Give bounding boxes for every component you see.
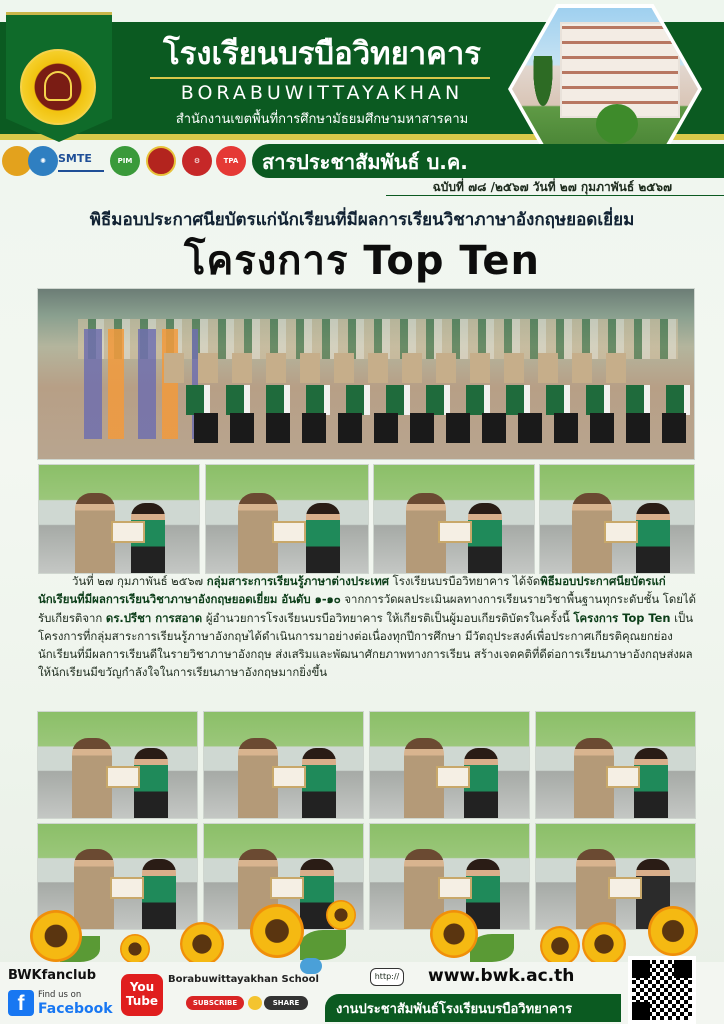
article-body xyxy=(38,572,698,682)
award-photo xyxy=(539,464,695,574)
certificate-shape xyxy=(436,766,470,788)
certificate-shape xyxy=(608,877,642,899)
certificate-shape xyxy=(272,766,306,788)
student-figure xyxy=(636,503,670,573)
sunflower-icon xyxy=(648,906,698,956)
website-link[interactable]: www.bwk.ac.th xyxy=(428,966,575,986)
award-photo xyxy=(37,711,198,819)
sunflower-icon xyxy=(180,922,224,966)
body-text-5: เป็นโครงการที่กลุ่มสาระการเรียนรู้ภาษาอังกฤษได้ดำเนินการมาอย่างต่อเนื่องทุกปีการศึกษา มีวัตถุประสงค์เพื่อประกาศเกียรติคุณยกย่องนักเรียนที่มีผลการเรียนดีในรายวิชาภาษาอังกฤษ ส่งเสริมและพัฒนาศักยภาพทางการเรียน สร้างเจตคติที่ดีต่อการเรียนภาษาอังกฤษส่งผลให้นักเรียนมีขวัญกำลังใจในการเรียนภาษาอังกฤษมากยิ่งขึ้น xyxy=(38,610,694,680)
web-browser-icon: http:// xyxy=(370,968,404,986)
school-emblem-icon xyxy=(20,49,96,125)
body-bold-2: พิธีมอบประกาศนียบัตรแก่นักเรียนที่มีผลการเรียนวิชาภาษาอังกฤษยอดเยี่ยม อันดับ ๑-๑๐ xyxy=(38,574,666,607)
body-text-4: ผู้อำนวยการโรงเรียนบรบือวิทยาคาร ให้เกียรติเป็นผู้มอบเกียรติบัตรในครั้งนี้ xyxy=(202,610,574,625)
award-photo xyxy=(38,464,200,574)
award-photo xyxy=(205,464,369,574)
sunflower-icon xyxy=(120,934,150,964)
certificate-shape xyxy=(438,877,472,899)
award-photo xyxy=(373,464,535,574)
tree-shape xyxy=(596,104,638,144)
student-row-kneeling xyxy=(188,413,695,443)
qr-code-icon[interactable] xyxy=(628,956,696,1024)
certificate-shape xyxy=(606,766,640,788)
body-bold-1: กลุ่มสาระการเรียนรู้ภาษาต่างประเทศ xyxy=(206,574,389,588)
school-name-english: BORABUWITTAYAKHAN xyxy=(180,82,464,104)
subscribe-button[interactable]: SUBSCRIBE xyxy=(186,996,244,1010)
student-row-standing xyxy=(178,385,695,415)
royal-seal-icon xyxy=(146,146,176,176)
certificate-shape xyxy=(438,521,472,543)
sunflower-icon xyxy=(582,922,626,966)
sunflower-icon xyxy=(326,900,356,930)
award-photo xyxy=(535,711,696,819)
pr-unit-name: งานประชาสัมพันธ์โรงเรียนบรบือวิทยาคาร xyxy=(336,1002,573,1017)
article-headline: พิธีมอบประกาศนียบัตรแก่นักเรียนที่มีผลการเรียนวิชาภาษาอังกฤษยอดเยี่ยม xyxy=(89,210,635,230)
facebook-link[interactable]: Facebook xyxy=(38,1001,113,1017)
body-text-3: จากการวัดผลประเมินผลทางการเรียนรายวิชาพื้นฐานทุกระดับชั้น โดยได้รับเกียรติจาก xyxy=(38,592,697,625)
certificate-shape xyxy=(106,766,140,788)
presenter-figure xyxy=(75,493,115,573)
qr-code-pattern xyxy=(632,960,692,1020)
fanclub-label: BWKfanclub xyxy=(8,968,97,983)
group-photo xyxy=(37,288,695,460)
certificate-shape xyxy=(270,877,304,899)
body-text-2: โรงเรียนบรบือวิทยาคาร ได้จัด xyxy=(388,574,541,588)
sunflower-decoration xyxy=(0,900,724,970)
share-button[interactable]: SHARE xyxy=(264,996,308,1010)
school-name-thai: โรงเรียนบรบือวิทยาคาร xyxy=(163,36,481,72)
leaf-shape xyxy=(300,930,346,960)
certificate-shape xyxy=(110,877,144,899)
body-bold-3: ดร.ปรีชา การสอาด xyxy=(105,610,203,625)
sunflower-icon xyxy=(250,904,304,958)
atom-logo-icon: ✺ xyxy=(28,146,58,176)
youtube-icon[interactable]: You Tube xyxy=(121,974,163,1016)
certificate-shape xyxy=(272,521,306,543)
article-title: โครงการ Top Ten xyxy=(184,238,540,284)
emblem-inner xyxy=(44,71,72,101)
palm-tree-shape xyxy=(528,56,558,126)
education-office: สำนักงานเขตพื้นที่การศึกษามัธยมศึกษามหาสารคาม xyxy=(175,112,469,127)
bell-icon xyxy=(248,996,262,1010)
sunflower-icon xyxy=(540,926,580,966)
pim-logo-icon: PIM xyxy=(110,146,140,176)
chat-cloud-icon xyxy=(300,958,322,974)
student-figure xyxy=(302,748,336,818)
award-photo xyxy=(369,711,530,819)
issue-line: ฉบับที่ ๗๘ /๒๕๖๗ วันที่ ๒๗ กุมภาพันธ์ ๒๕๖๗ xyxy=(386,178,724,196)
tpa-logo-icon: TPA xyxy=(216,146,246,176)
body-text-1: วันที่ ๒๗ กุมภาพันธ์ ๒๕๖๗ xyxy=(72,574,207,588)
body-bold-4: โครงการ Top Ten xyxy=(573,610,671,625)
certificate-shape xyxy=(111,521,145,543)
title-divider xyxy=(150,77,490,79)
sunflower-icon xyxy=(30,910,82,962)
newsletter-title: สารประชาสัมพันธ์ บ.ค. xyxy=(262,150,468,174)
sunflower-icon xyxy=(430,910,478,958)
youtube-channel-name[interactable]: Borabuwittayakhan School xyxy=(168,974,319,985)
smte-logo-icon: SMTE xyxy=(58,152,104,172)
teachers-group xyxy=(78,329,198,439)
certificate-shape xyxy=(604,521,638,543)
student-figure xyxy=(468,503,502,573)
gear-logo-icon: ⚙ xyxy=(182,146,212,176)
facebook-icon[interactable]: f xyxy=(8,990,34,1016)
facebook-find-label: Find us on xyxy=(38,990,82,1000)
award-photo xyxy=(203,711,364,819)
teacher-row xyxy=(158,353,628,383)
school-logo-banner xyxy=(6,12,112,142)
student-figure xyxy=(306,503,340,573)
